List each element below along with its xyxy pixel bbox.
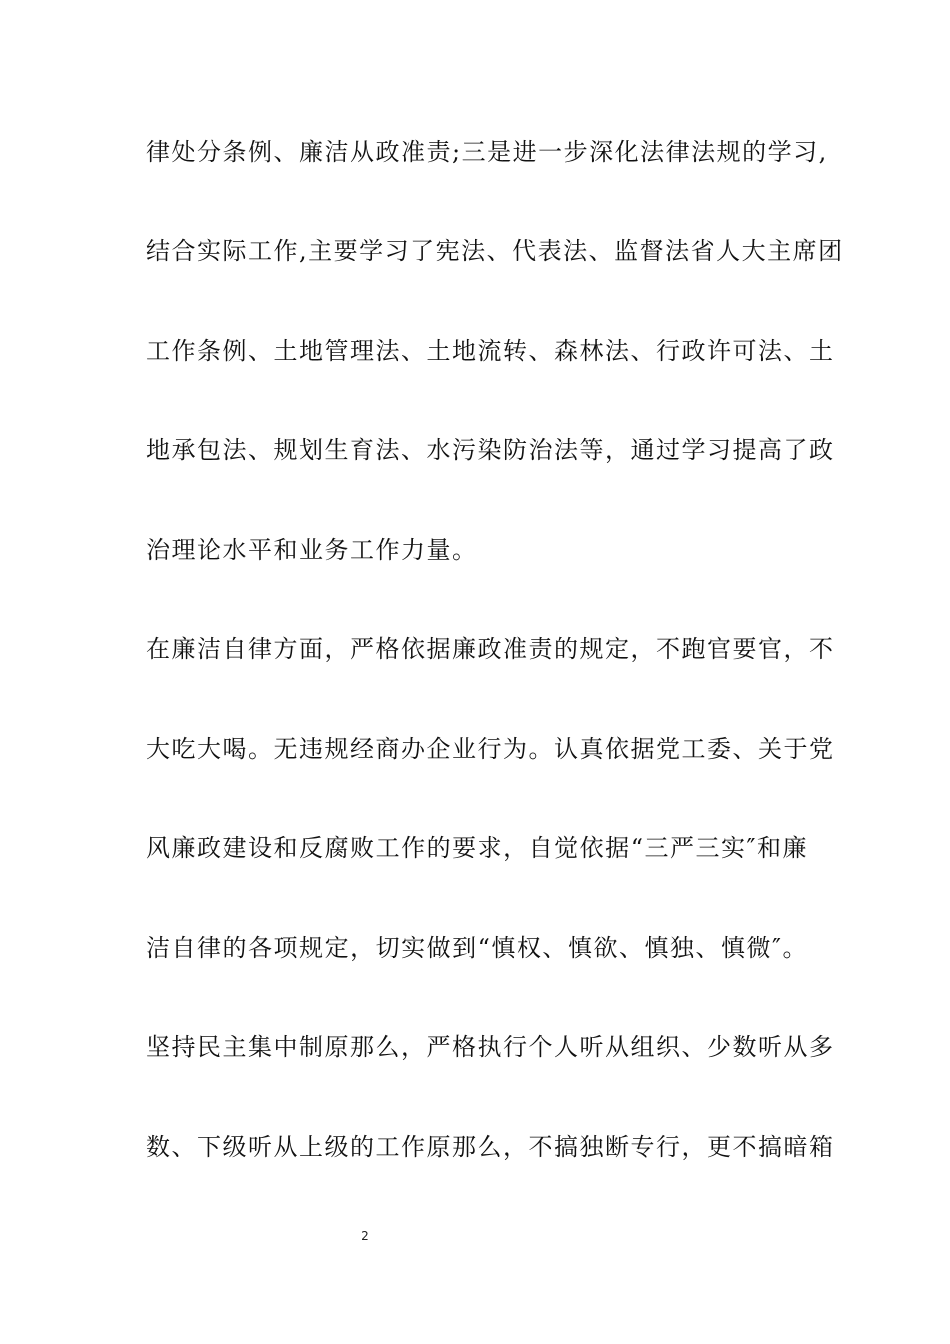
text-line-2: 结合实际工作,主要学习了宪法、代表法、监督法省人大主席团 [146,237,844,265]
text-line-6: 在廉洁自律方面，严格依据廉政准责的规定，不跑官要官，不 [146,635,835,663]
text-line-10: 坚持民主集中制原那么，严格执行个人听从组织、少数听从多 [146,1033,835,1061]
text-line-8: 风廉政建设和反腐败工作的要求，自觉依据“三严三实″和廉 [146,834,808,862]
text-line-11: 数、下级听从上级的工作原那么，不搞独断专行，更不搞暗箱 [146,1133,835,1161]
text-line-9: 洁自律的各项规定，切实做到“慎权、慎欲、慎独、慎微″。 [146,934,808,962]
text-line-5: 治理论水平和业务工作力量。 [146,536,478,564]
page-number: 2 [361,1229,369,1243]
text-line-4: 地承包法、规划生育法、水污染防治法等，通过学习提高了政 [146,436,835,464]
text-line-7: 大吃大喝。无违规经商办企业行为。认真依据党工委、关于党 [146,735,835,763]
text-line-1: 律处分条例、廉洁从政准责;三是进一步深化法律法规的学习, [146,138,828,166]
text-line-3: 工作条例、土地管理法、土地流转、森林法、行政许可法、土 [146,337,835,365]
